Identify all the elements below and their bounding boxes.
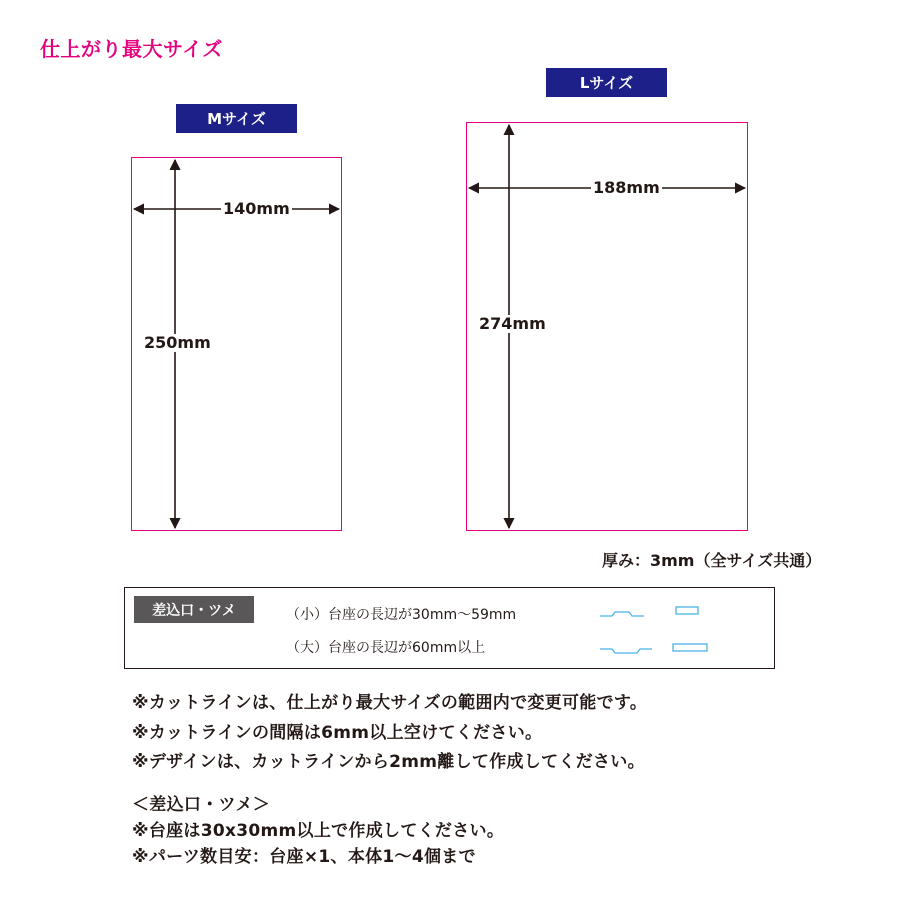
size-m-badge: Mサイズ: [176, 104, 297, 133]
note-line: ※パーツ数目安：台座×1、本体1〜4個まで: [132, 847, 476, 867]
note-line: ※デザインは、カットラインから2mm離して作成してください。: [132, 752, 645, 772]
slot-large-icon: [598, 638, 654, 656]
insert-row-small: （小）台座の長辺が30mm〜59mm: [286, 607, 517, 623]
l-height-label: 274mm: [479, 314, 546, 333]
page-title: 仕上がり最大サイズ: [40, 37, 223, 61]
tab-small-icon: [674, 604, 700, 618]
size-l-badge: Lサイズ: [546, 68, 667, 97]
insert-tag: 差込口・ツメ: [134, 596, 254, 623]
note-line: ※カットラインの間隔は6mm以上空けてください。: [132, 723, 543, 743]
insert-row-large: （大）台座の長辺が60mm以上: [286, 640, 486, 656]
thickness-note: 厚み：3mm（全サイズ共通）: [602, 551, 822, 570]
m-width-label: 140mm: [223, 199, 290, 218]
tab-large-icon: [671, 640, 709, 654]
note-line: ※カットラインは、仕上がり最大サイズの範囲内で変更可能です。: [132, 693, 648, 713]
note-heading: ＜差込口・ツメ＞: [132, 795, 271, 815]
note-line: ※台座は30x30mm以上で作成してください。: [132, 821, 505, 841]
l-width-label: 188mm: [593, 178, 660, 197]
slot-small-icon: [598, 603, 646, 621]
m-height-label: 250mm: [144, 333, 211, 352]
